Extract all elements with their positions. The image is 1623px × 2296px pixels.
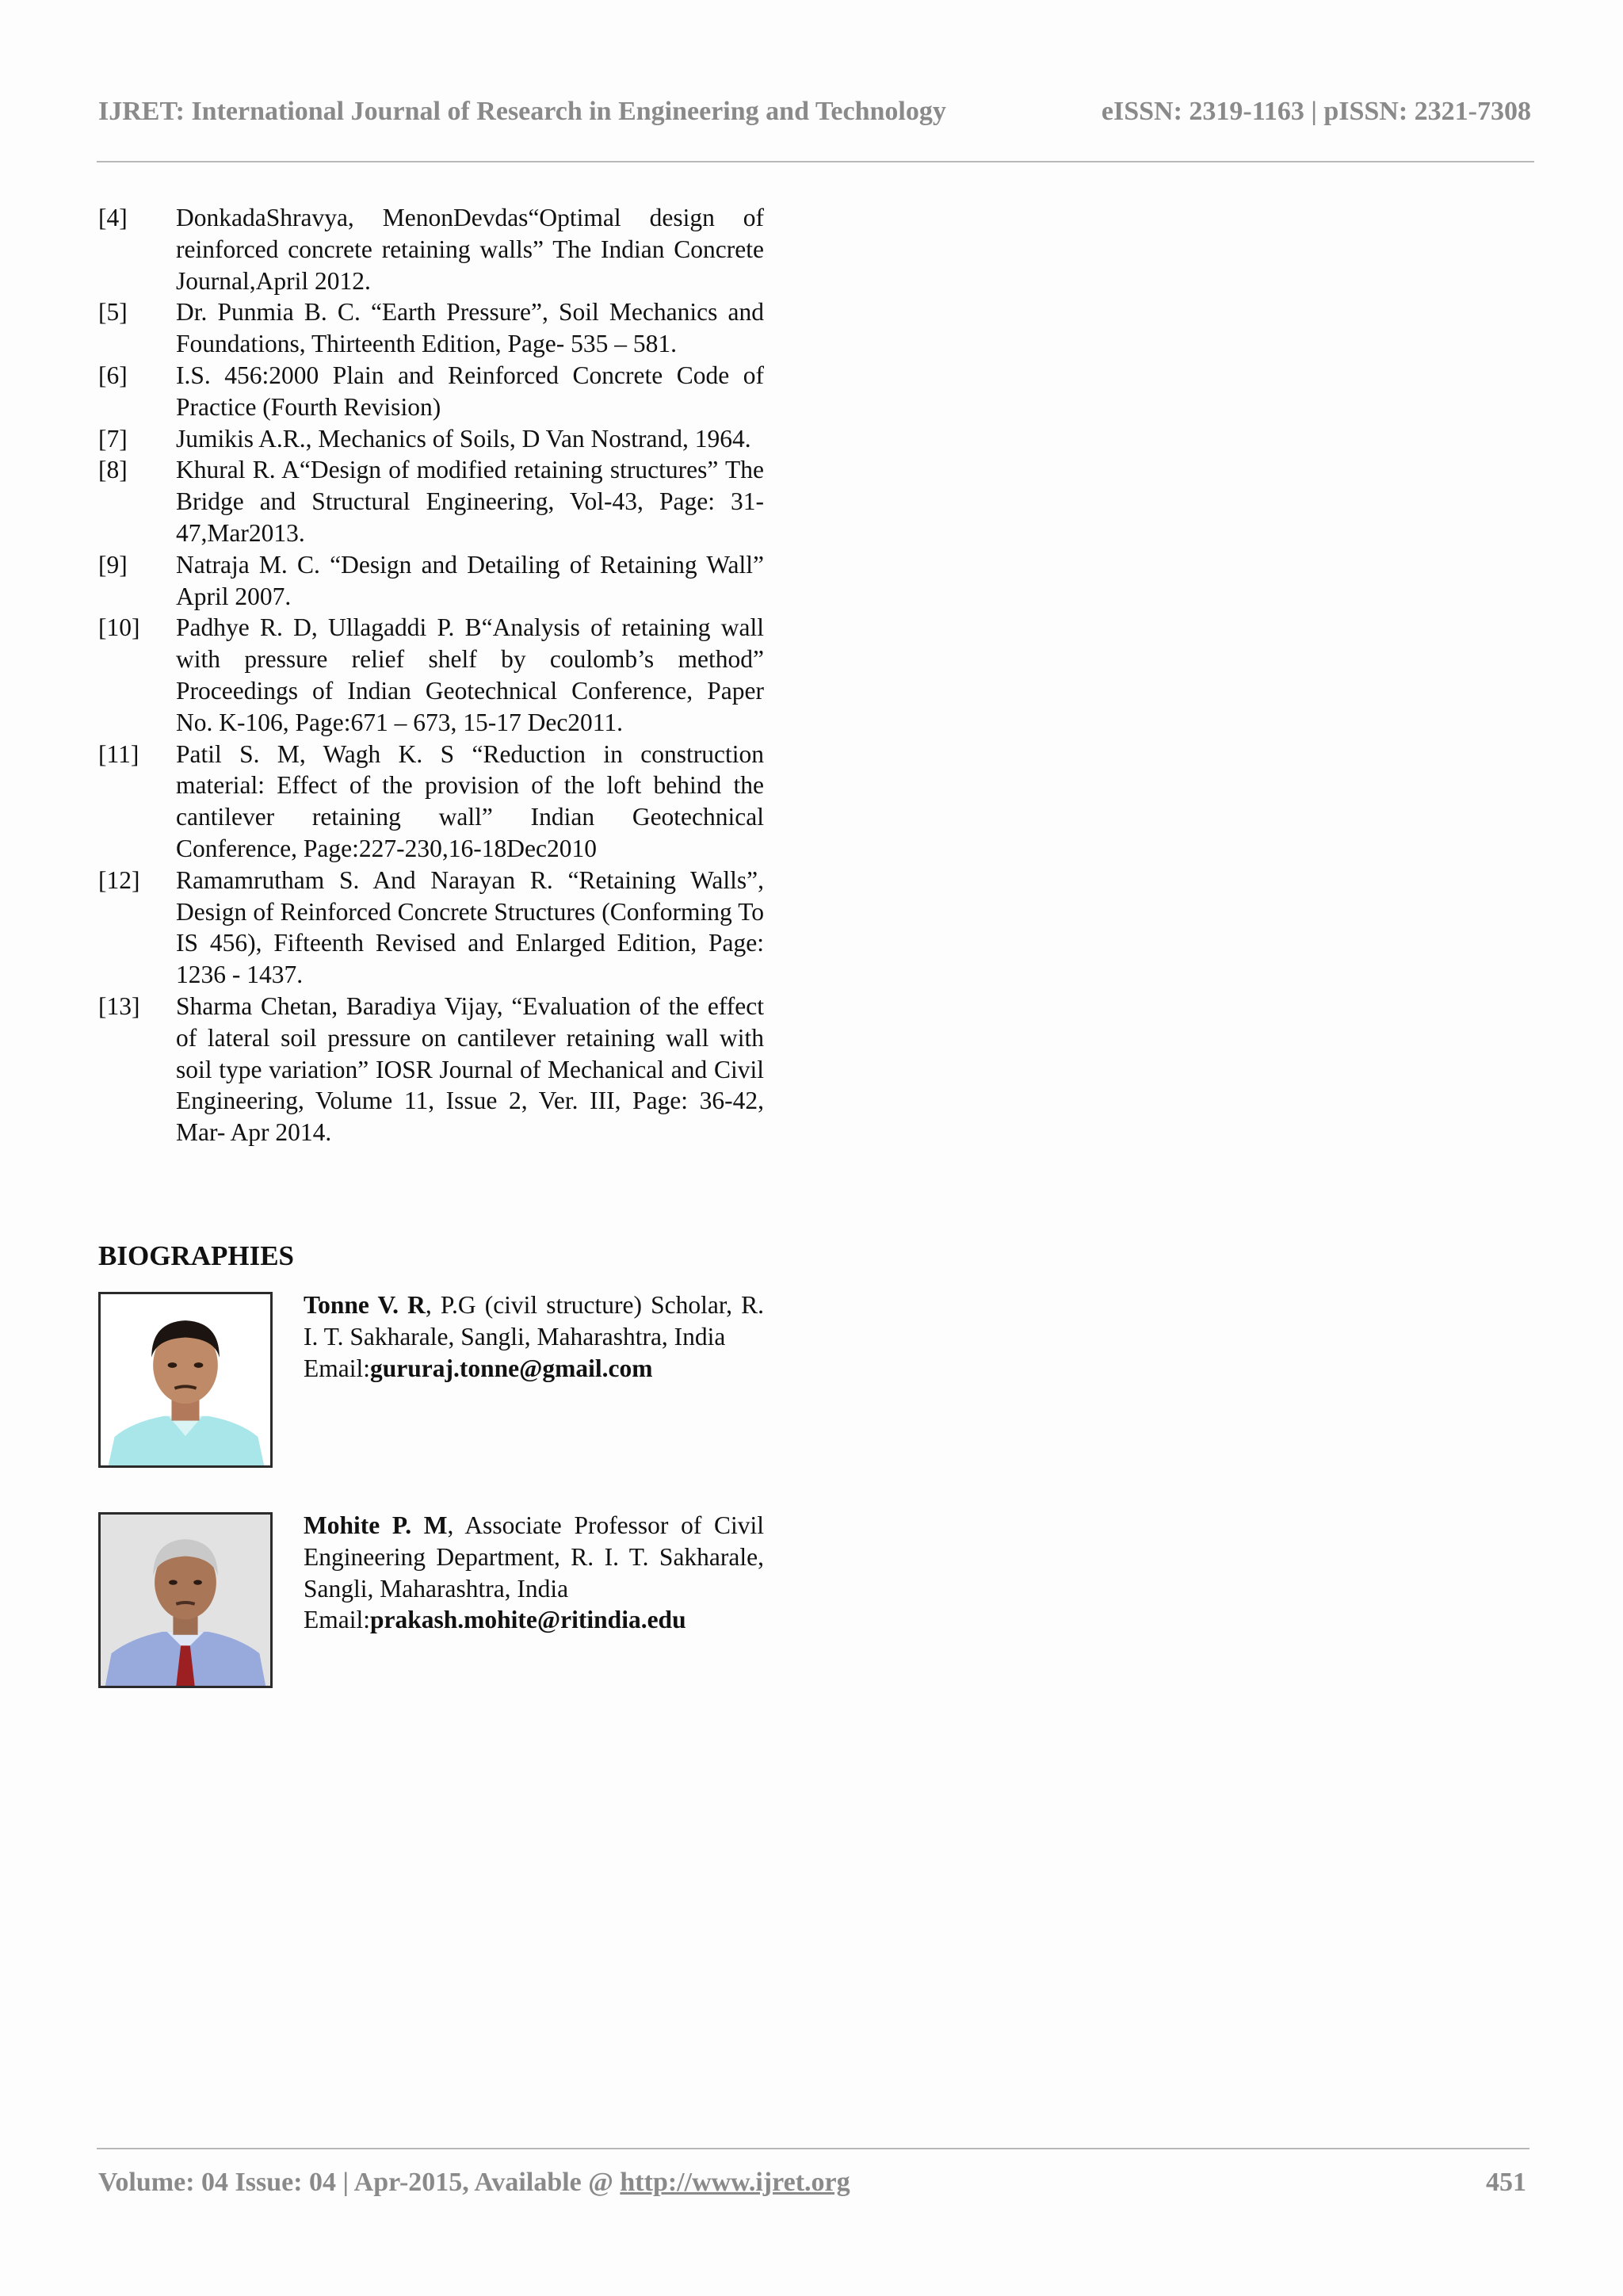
reference-text: Dr. Punmia B. C. “Earth Pressure”, Soil Mechanics and Foundations, Thirteenth Edition, Page- 535 – 581. <box>176 298 764 358</box>
journal-link[interactable]: http://www.ijret.org <box>620 2168 850 2197</box>
reference-item <box>98 549 764 613</box>
bio-details: , Associate Professor of Civil Engineering Department, R. I. T. Sakharale, Sangli, Maharashtra, India <box>304 1511 765 1603</box>
reference-text: Padhye R. D, Ullagaddi P. B“Analysis of retaining wall with pressure relief shelf by coulomb’s method” Proceedings of Indian Geotechnical Conference, Paper No. K-106, Page:671 – 673, 15-17 Dec2011. <box>176 613 764 736</box>
reference-item <box>98 202 764 296</box>
footer-divider <box>97 2148 1529 2149</box>
reference-number: [8] <box>98 456 128 484</box>
reference-number: [7] <box>98 424 128 453</box>
reference-list <box>98 202 764 1148</box>
page-header <box>98 97 1531 132</box>
reference-number: [10] <box>98 613 140 642</box>
bio-name: Tonne V. R <box>304 1291 426 1319</box>
reference-item <box>98 454 764 548</box>
page-footer <box>98 2168 1526 2202</box>
reference-number: [4] <box>98 204 128 231</box>
email-address: prakash.mohite@ritindia.edu <box>369 1606 686 1634</box>
footer-volume-info <box>98 2168 850 2198</box>
reference-text: Sharma Chetan, Baradiya Vijay, “Evaluation of the effect of lateral soil pressure on cantilever retaining wall with soil type variation” IOSR Journal of Mechanical and Civil Engineering, Volume 11, Issue 2, Ver. III, Page: 36-42, Mar- Apr 2014. <box>176 991 764 1147</box>
reference-number: [13] <box>98 991 140 1020</box>
reference-text: I.S. 456:2000 Plain and Reinforced Concrete Code of Practice (Fourth Revision) <box>176 361 764 421</box>
biographies-heading: BIOGRAPHIES <box>98 1240 294 1271</box>
reference-text: Natraja M. C. “Design and Detailing of Retaining Wall” April 2007. <box>176 550 764 610</box>
reference-text: Patil S. M, Wagh K. S “Reduction in construction material: Effect of the provision of the loft behind the cantilever retaining wall” Indian Geotechnical Conference, Page:227-230,16-18Dec2010 <box>176 739 764 862</box>
email-label: Email: <box>304 1354 370 1382</box>
portrait-image <box>101 1294 270 1465</box>
header-divider <box>97 161 1534 162</box>
reference-text: Jumikis A.R., Mechanics of Soils, D Van Nostrand, 1964. <box>176 424 751 453</box>
reference-item <box>98 865 764 991</box>
reference-item <box>98 423 764 455</box>
email-label: Email: <box>304 1606 370 1634</box>
portrait-image <box>101 1515 270 1686</box>
reference-number: [6] <box>98 361 128 389</box>
author-photo-tonne <box>98 1292 273 1468</box>
bio-details: , P.G (civil structure) Scholar, R. I. T. Sakharale, Sangli, Maharashtra, India <box>304 1291 764 1350</box>
reference-text: DonkadaShravya, MenonDevdas“Optimal design of reinforced concrete retaining walls” The Indian Concrete Journal,April 2012. <box>176 204 764 295</box>
reference-number: [12] <box>98 865 140 894</box>
reference-item <box>98 991 764 1148</box>
volume-text: Volume: 04 Issue: 04 | Apr-2015, Available @ <box>98 2168 621 2197</box>
reference-text: Khural R. A“Design of modified retaining structures” The Bridge and Structural Engineering, Vol-43, Page: 31- 47,Mar2013. <box>176 456 764 547</box>
issn-info: eISSN: 2319-1163 | pISSN: 2321-7308 <box>1101 97 1531 126</box>
reference-item <box>98 739 764 865</box>
reference-item <box>98 612 764 738</box>
email-address: gururaj.tonne@gmail.com <box>369 1354 653 1382</box>
journal-title: IJRET: International Journal of Research in Engineering and Technology <box>98 97 946 126</box>
bio-tonne <box>304 1289 764 1384</box>
bio-name: Mohite P. M <box>304 1511 448 1539</box>
bio-mohite <box>304 1510 764 1636</box>
page-number: 451 <box>1486 2168 1526 2197</box>
reference-text: Ramamrutham S. And Narayan R. “Retaining Walls”, Design of Reinforced Concrete Structures (Conforming To IS 456), Fifteenth Revised and Enlarged Edition, Page: 1236 - 1437. <box>176 865 764 989</box>
reference-number: [11] <box>98 739 139 768</box>
reference-item <box>98 296 764 360</box>
author-photo-mohite <box>98 1512 273 1688</box>
reference-item <box>98 360 764 423</box>
reference-number: [5] <box>98 298 128 327</box>
reference-number: [9] <box>98 550 128 579</box>
